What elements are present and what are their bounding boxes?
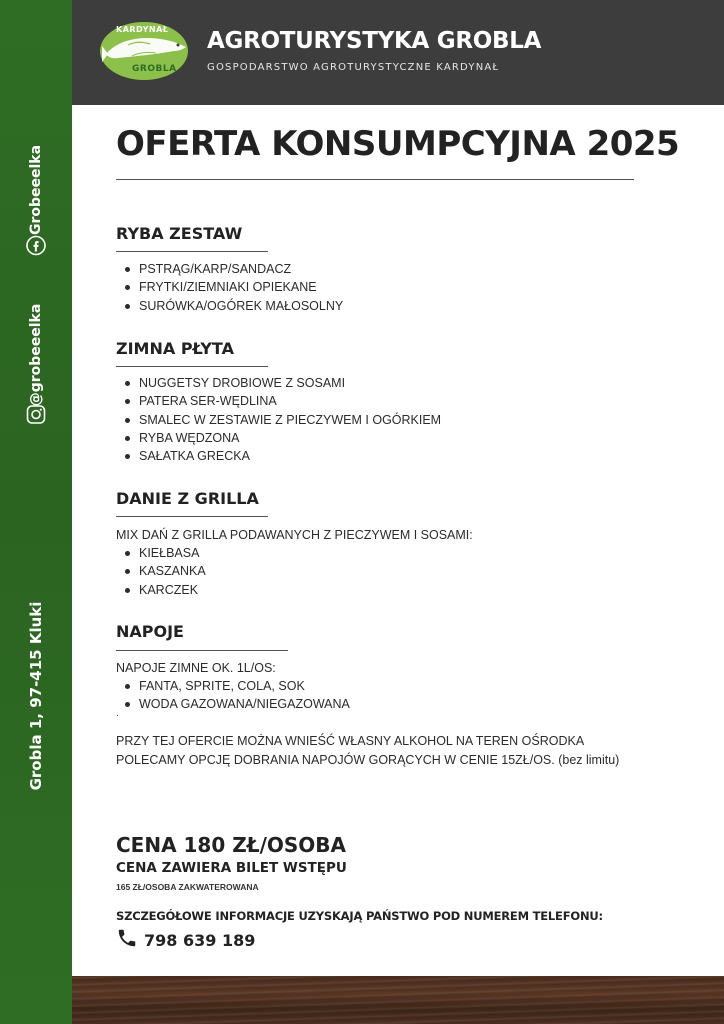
section-list-grill xyxy=(122,544,206,599)
fish-logo-icon xyxy=(98,20,190,82)
section-list-ryba xyxy=(122,260,343,315)
section-heading-grill: DANIE Z GRILLA xyxy=(116,489,259,508)
list-item: PATERA SER-WĘDLINA xyxy=(122,392,441,410)
phone-row[interactable] xyxy=(116,929,255,951)
section-heading-zimna: ZIMNA PŁYTA xyxy=(116,339,234,358)
sidebar xyxy=(0,0,72,1024)
price-accommodation: 165 ZŁ/OSOBA ZAKWATEROWANA xyxy=(116,882,259,892)
list-item: SMALEC W ZESTAWIE Z PIECZYWEM I OGÓRKIEM xyxy=(122,411,441,429)
facebook-icon[interactable] xyxy=(26,236,46,261)
brand-subtitle: GOSPODARSTWO AGROTURYSTYCZNE KARDYNAŁ xyxy=(207,62,500,73)
section-heading-napoje: NAPOJE xyxy=(116,622,184,641)
phone-number[interactable]: 798 639 189 xyxy=(144,930,256,950)
note-hot-drinks: POLECAMY OPCJĘ DOBRANIA NAPOJÓW GORĄCYCH W CENIE 15ZŁ/OS. (bez limitu) xyxy=(116,753,620,767)
list-item: FRYTKI/ZIEMNIAKI OPIEKANE xyxy=(122,278,343,296)
section-list-napoje xyxy=(122,677,350,714)
stray-dot: . xyxy=(116,708,119,719)
section-divider xyxy=(116,650,288,651)
note-alcohol: PRZY TEJ OFERCIE MOŻNA WNIEŚĆ WŁASNY ALKOHOL NA TEREN OŚRODKA xyxy=(116,734,585,748)
list-item: KASZANKA xyxy=(122,562,206,580)
section-divider xyxy=(116,251,268,252)
section-intro-napoje: NAPOJE ZIMNE OK. 1L/OS: xyxy=(116,661,276,675)
section-divider xyxy=(116,516,268,517)
instagram-icon[interactable] xyxy=(26,405,46,430)
list-item: KIEŁBASA xyxy=(122,544,206,562)
list-item: PSTRĄG/KARP/SANDACZ xyxy=(122,260,343,278)
facebook-handle[interactable]: Grobeeelka xyxy=(28,144,44,236)
list-item: SAŁATKA GRECKA xyxy=(122,447,441,465)
list-item: NUGGETSY DROBIOWE Z SOSAMI xyxy=(122,374,441,392)
section-intro-grill: MIX DAŃ Z GRILLA PODAWANYCH Z PIECZYWEM I SOSAMI: xyxy=(116,528,473,542)
price-note: CENA ZAWIERA BILET WSTĘPU xyxy=(116,860,347,876)
list-item: WODA GAZOWANA/NIEGAZOWANA xyxy=(122,695,350,713)
brand-title: AGROTURYSTYKA GROBLA xyxy=(207,28,542,54)
page-title: OFERTA KONSUMPCYJNA 2025 xyxy=(116,124,680,164)
section-list-zimna xyxy=(122,374,441,465)
section-heading-ryba: RYBA ZESTAW xyxy=(116,224,243,243)
logo-top-text: KARDYNAŁ xyxy=(116,25,169,34)
address-text: Grobla 1, 97-415 Kluki xyxy=(27,601,45,791)
list-item: RYBA WĘDZONA xyxy=(122,429,441,447)
contact-info: SZCZEGÓŁOWE INFORMACJE UZYSKAJĄ PAŃSTWO POD NUMEREM TELEFONU: xyxy=(116,909,603,923)
list-item: SURÓWKA/OGÓREK MAŁOSOLNY xyxy=(122,297,343,315)
wood-footer xyxy=(72,976,724,1024)
instagram-handle[interactable]: @grobeeelka xyxy=(28,303,44,407)
title-divider xyxy=(116,179,634,180)
list-item: KARCZEK xyxy=(122,581,206,599)
price-heading: CENA 180 ZŁ/OSOBA xyxy=(116,833,347,857)
section-divider xyxy=(116,366,268,367)
logo-bottom-text: GROBLA xyxy=(132,64,177,74)
list-item: FANTA, SPRITE, COLA, SOK xyxy=(122,677,350,695)
header-bar xyxy=(72,0,724,105)
phone-icon xyxy=(116,927,138,954)
